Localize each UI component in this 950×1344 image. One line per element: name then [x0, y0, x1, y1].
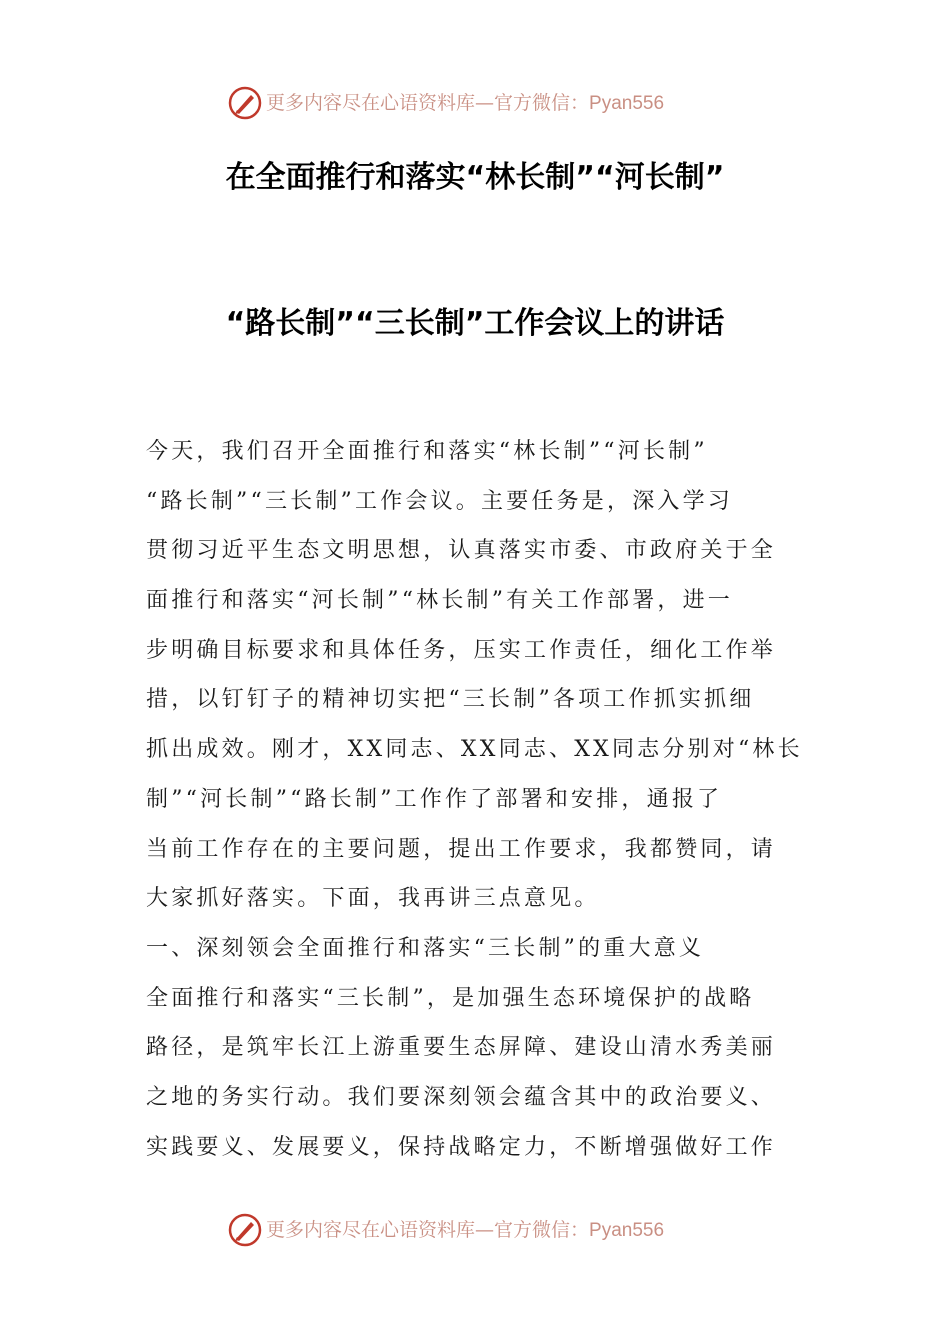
watermark-text: 更多内容尽在心语资料库—官方微信： — [266, 92, 590, 114]
body-line: 步明确目标要求和具体任务，压实工作责任，细化工作举 — [146, 637, 777, 663]
body-line: “路长制”“三长制”工作会议。主要任务是，深入学习 — [146, 488, 733, 514]
section-heading: 一、深刻领会全面推行和落实“三长制”的重大意义 — [146, 935, 705, 961]
document-title-line-2: “路长制”“三长制”工作会议上的讲话 — [225, 306, 725, 341]
body-line: 面推行和落实“河长制”“林长制”有关工作部署，进一 — [146, 588, 733, 614]
watermark-text: 更多内容尽在心语资料库—官方微信： — [266, 1219, 590, 1241]
body-line: 之地的务实行动。我们要深刻领会蕴含其中的政治要义、 — [146, 1084, 777, 1110]
body-line: 路径，是筑牢长江上游重要生态屏障、建设山清水秀美丽 — [146, 1035, 777, 1061]
document-title-line-1: 在全面推行和落实“林长制”“河长制” — [225, 160, 725, 195]
body-line: 大家抓好落实。下面，我再讲三点意见。 — [146, 886, 600, 912]
body-line: 制”“河长制”“路长制”工作作了部署和安排，通报了 — [146, 786, 723, 812]
body-line: 今天，我们召开全面推行和落实“林长制”“河长制” — [146, 439, 708, 464]
document-body — [146, 427, 806, 1172]
body-line: 措，以钉钉子的精神切实把“三长制”各项工作抓实抓细 — [146, 687, 755, 713]
body-line: 当前工作存在的主要问题，提出工作要求，我都赞同，请 — [146, 836, 777, 862]
body-line: 实践要义、发展要义，保持战略定力，不断增强做好工作 — [146, 1134, 777, 1160]
watermark-text-line — [266, 1215, 664, 1245]
watermark-wechat-id: Pyan556 — [589, 93, 665, 114]
pen-circle-logo-icon — [227, 1212, 263, 1248]
watermark-text-line — [266, 88, 664, 118]
pen-circle-logo-icon — [227, 85, 263, 121]
body-line: 贯彻习近平生态文明思想，认真落实市委、市政府关于全 — [146, 538, 777, 564]
watermark-footer — [0, 1210, 950, 1250]
watermark-wechat-id: Pyan556 — [589, 1220, 665, 1241]
watermark-header — [0, 83, 950, 123]
body-line: 全面推行和落实“三长制”，是加强生态环境保护的战略 — [146, 985, 755, 1011]
body-line: 抓出成效。刚才，XX同志、XX同志、XX同志分别对“林长 — [146, 737, 803, 763]
